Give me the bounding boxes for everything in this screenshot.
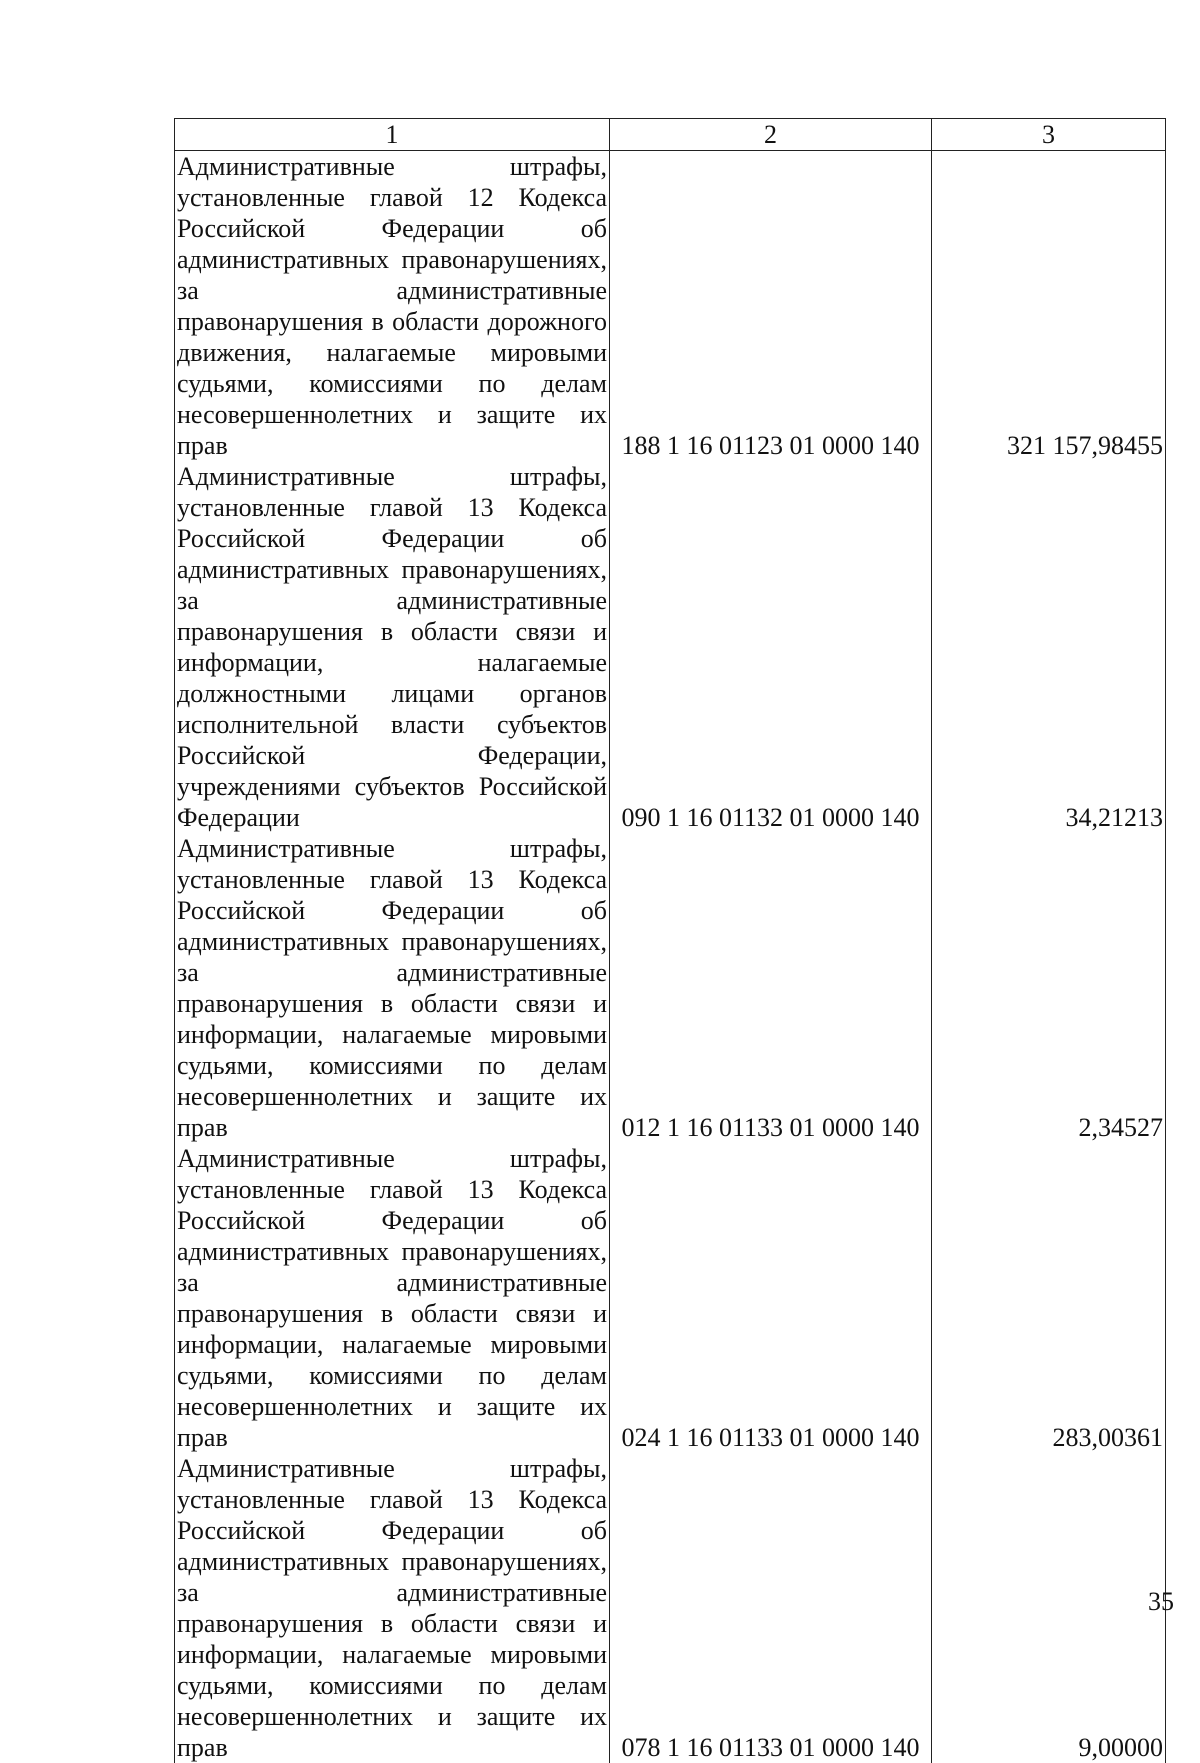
row-description: Административные штрафы, установленные главой 13 Кодекса Российской Федерации об административных правонарушениях, за административные правонарушения в области связи и информации, налагаемые мировыми судьями, комиссиями по делам несовершеннолетних и защите их прав [175, 833, 610, 1143]
row-description: Административные штрафы, установленные главой 13 Кодекса Российской Федерации об административных правонарушениях, за административные правонарушения в области связи и информации, налагаемые должностными лицами органов исполнительной власти субъектов Российской Федерации, учреждениями субъектов Российской Федерации [175, 461, 610, 833]
revenue-table [174, 118, 1166, 1763]
row-code: 078 1 16 01133 01 0000 140 [610, 1453, 932, 1763]
table-header-row [175, 119, 1166, 151]
row-description: Административные штрафы, установленные главой 12 Кодекса Российской Федерации об административных правонарушениях, за административные правонарушения в области дорожного движения, налагаемые мировыми судьями, комиссиями по делам несовершеннолетних и защите их прав [175, 151, 610, 462]
table-row [175, 1453, 1166, 1763]
row-description: Административные штрафы, установленные главой 13 Кодекса Российской Федерации об административных правонарушениях, за административные правонарушения в области связи и информации, налагаемые мировыми судьями, комиссиями по делам несовершеннолетних и защите их прав [175, 1143, 610, 1453]
table-row [175, 1143, 1166, 1453]
row-code: 012 1 16 01133 01 0000 140 [610, 833, 932, 1143]
row-amount: 34,21213 [932, 461, 1166, 833]
page-number: 35 [1148, 1587, 1174, 1616]
column-header-1: 1 [175, 119, 610, 151]
row-code: 024 1 16 01133 01 0000 140 [610, 1143, 932, 1453]
row-code: 090 1 16 01132 01 0000 140 [610, 461, 932, 833]
row-amount: 321 157,98455 [932, 151, 1166, 462]
table-row [175, 151, 1166, 462]
row-amount: 283,00361 [932, 1143, 1166, 1453]
row-amount: 9,00000 [932, 1453, 1166, 1763]
row-amount: 2,34527 [932, 833, 1166, 1143]
column-header-3: 3 [932, 119, 1166, 151]
row-code: 188 1 16 01123 01 0000 140 [610, 151, 932, 462]
column-header-2: 2 [610, 119, 932, 151]
table-row [175, 833, 1166, 1143]
row-description: Административные штрафы, установленные главой 13 Кодекса Российской Федерации об административных правонарушениях, за административные правонарушения в области связи и информации, налагаемые мировыми судьями, комиссиями по делам несовершеннолетних и защите их прав [175, 1453, 610, 1763]
table-row [175, 461, 1166, 833]
